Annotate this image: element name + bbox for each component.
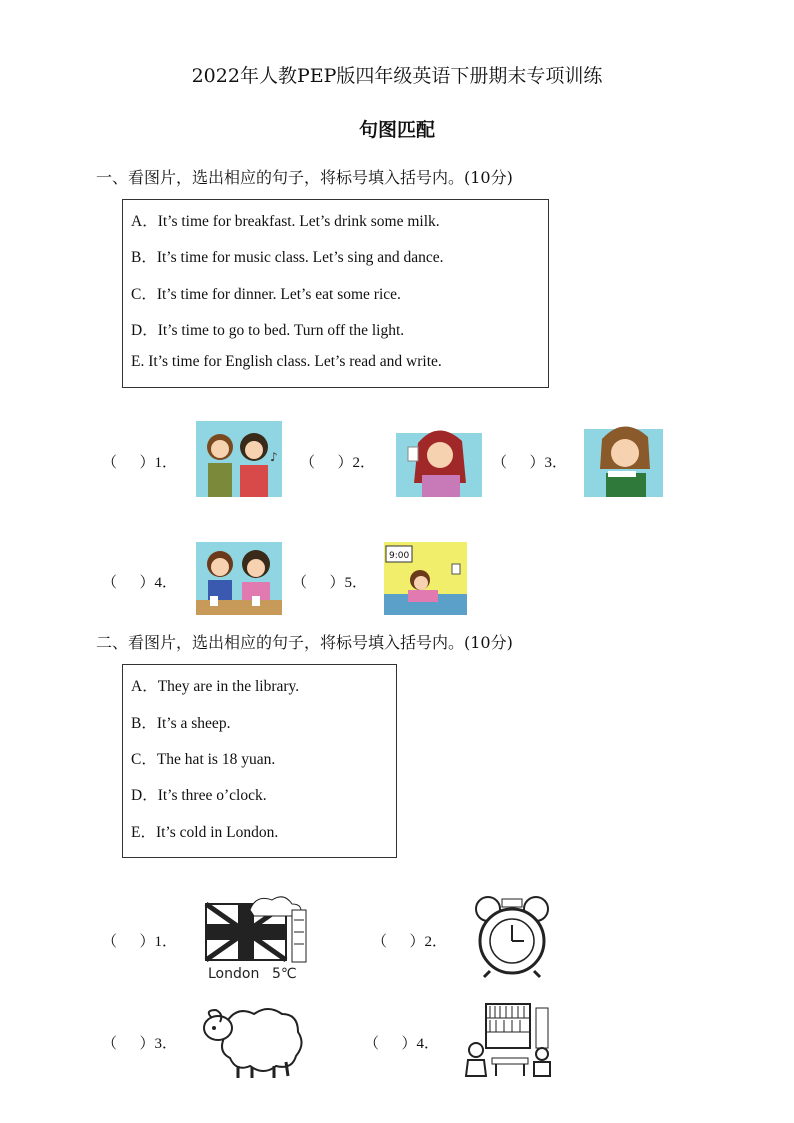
picture-library xyxy=(462,1000,552,1078)
picture-eat-rice xyxy=(584,421,663,497)
section-1-options-box xyxy=(122,199,549,388)
picture-music-class xyxy=(196,421,282,497)
question-2-4: （ ）4． xyxy=(364,1036,440,1052)
question-2-1: （ ）1． xyxy=(102,934,178,950)
question-2-3: （ ）3． xyxy=(102,1036,178,1052)
option-e: E．It’s cold in London. xyxy=(131,824,279,841)
option-b: B．It’s a sheep. xyxy=(131,715,231,732)
picture-drink-milk xyxy=(396,423,482,497)
section-2-instruction: 二、看图片，选出相应的句子，将标号填入括号内。(10分) xyxy=(96,633,513,652)
svg-text:♪: ♪ xyxy=(270,450,278,464)
option-a: A．It’s time for breakfast. Let’s drink some milk. xyxy=(131,213,440,230)
question-1-3: （ ）3． xyxy=(492,455,568,471)
option-c: C．It’s time for dinner. Let’s eat some rice. xyxy=(131,286,401,303)
option-d: D．It’s time to go to bed. Turn off the light. xyxy=(131,322,405,339)
option-d: D．It’s three o’clock. xyxy=(131,787,267,804)
london-label: London xyxy=(208,966,260,982)
picture-bedtime xyxy=(384,542,467,615)
section-2-options-box xyxy=(122,664,397,858)
london-temperature: 5℃ xyxy=(272,966,297,982)
clock-text: 9:00 xyxy=(389,551,410,561)
page-title: 2022年人教PEP版四年级英语下册期末专项训练 xyxy=(191,65,603,87)
option-b: B．It’s time for music class. Let’s sing and dance. xyxy=(131,249,444,266)
picture-london-cold xyxy=(200,890,312,982)
section-1-instruction: 一、看图片，选出相应的句子，将标号填入括号内。(10分) xyxy=(96,168,513,187)
option-a: A．They are in the library. xyxy=(131,678,300,695)
picture-breakfast xyxy=(196,542,282,615)
picture-sheep xyxy=(198,1000,308,1080)
question-1-4: （ ）4． xyxy=(102,575,178,591)
page-subtitle: 句图匹配 xyxy=(358,119,435,141)
option-e: E. It’s time for English class. Let’s read and write. xyxy=(131,353,442,370)
question-1-5: （ ）5． xyxy=(292,575,368,591)
picture-alarm-clock xyxy=(472,895,552,979)
question-2-2: （ ）2． xyxy=(372,934,448,950)
option-c: C．The hat is 18 yuan. xyxy=(131,751,276,768)
question-1-1: （ ）1． xyxy=(102,455,178,471)
question-1-2: （ ）2． xyxy=(300,455,376,471)
